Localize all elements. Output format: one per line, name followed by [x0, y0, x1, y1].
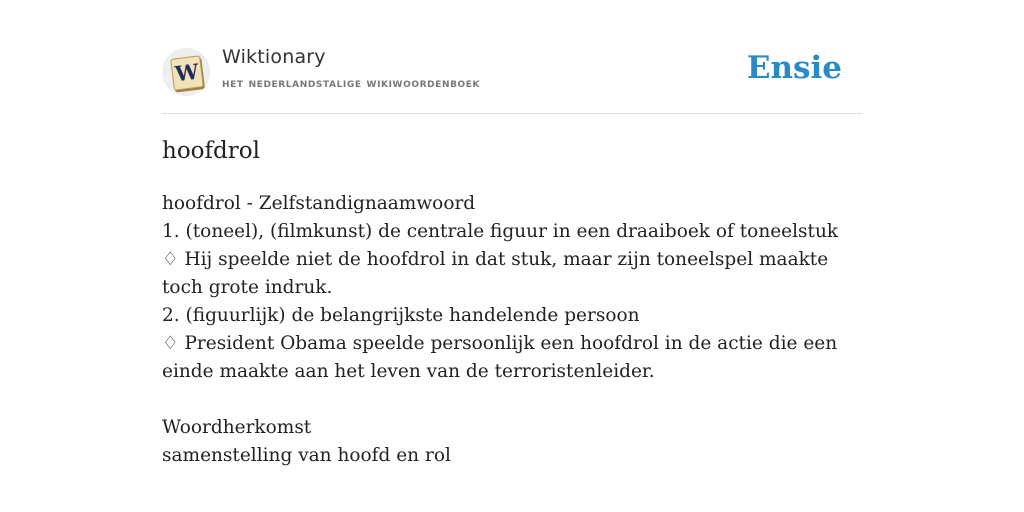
header-divider	[162, 113, 862, 114]
etymology-heading: Woordherkomst	[162, 417, 312, 438]
definition-line-1: 1. (toneel), (filmkunst) de centrale figuur in een draaiboek of toneelstuk	[162, 221, 839, 242]
site-title[interactable]: Wiktionary	[222, 46, 326, 68]
site-subtitle: het nederlandstalige wikiwoordenboek	[222, 75, 481, 90]
ensie-brand-logo[interactable]: Ensie	[746, 50, 842, 86]
definition-line-2: 2. (figuurlijk) de belangrijkste handelende persoon	[162, 305, 640, 326]
page-title: hoofdrol	[162, 138, 260, 164]
spacer	[162, 386, 862, 414]
wiktionary-w-icon: W	[170, 55, 204, 90]
site-header	[162, 44, 862, 100]
definition-line-pos: hoofdrol - Zelfstandignaamwoord	[162, 193, 476, 214]
etymology-text: samenstelling van hoofd en rol	[162, 445, 451, 466]
definition-body	[162, 190, 862, 470]
example-line-2: ♢ President Obama speelde persoonlijk een hoofdrol in de actie die een einde maakte aan het leven van de terroristenleider.	[162, 333, 838, 382]
wiktionary-logo[interactable]	[162, 48, 210, 96]
example-line-1: ♢ Hij speelde niet de hoofdrol in dat stuk, maar zijn toneelspel maakte toch grote indruk.	[162, 249, 829, 298]
